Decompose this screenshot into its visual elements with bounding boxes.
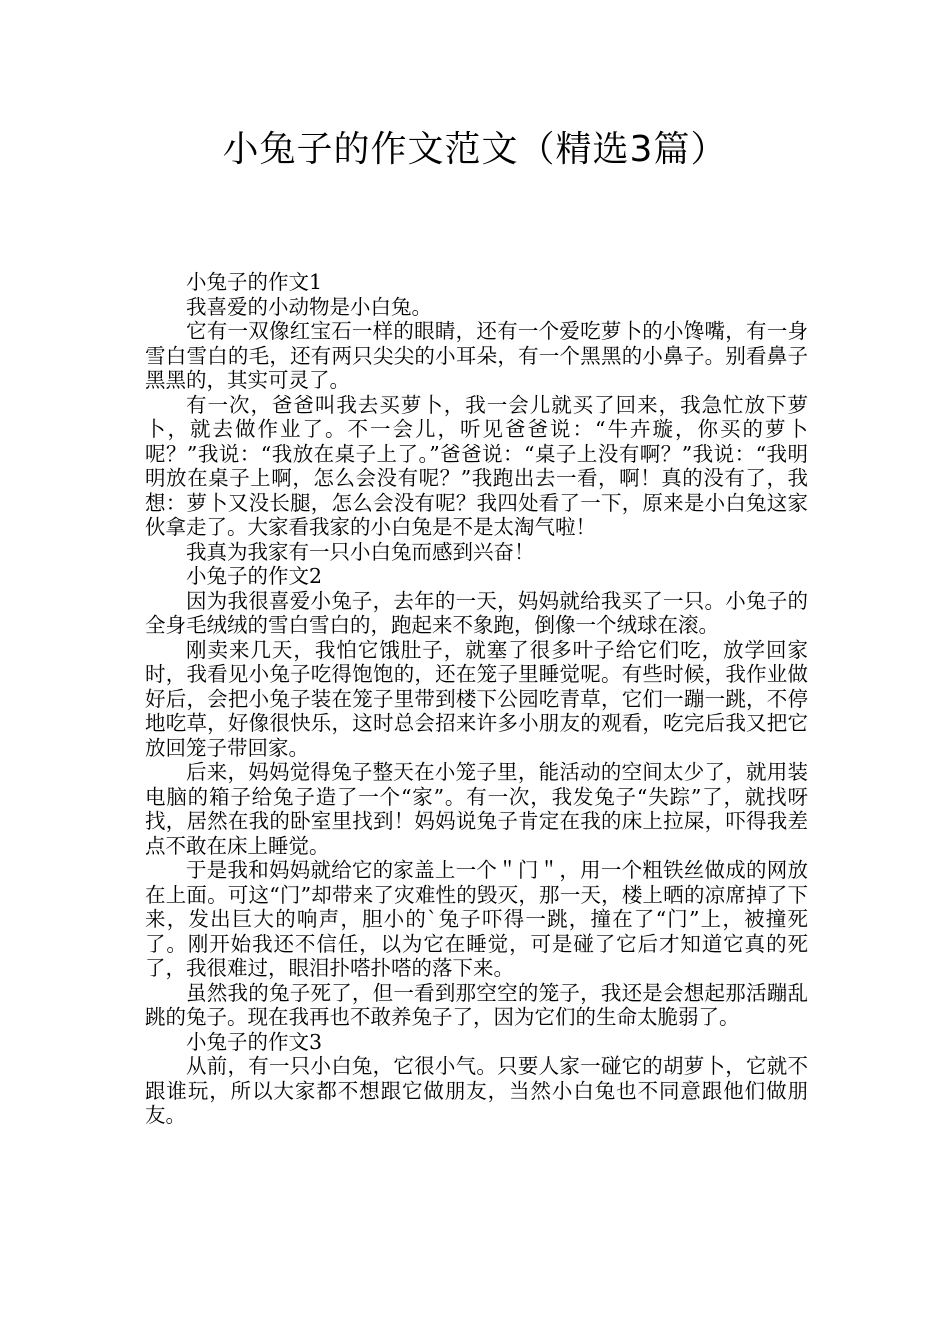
paragraph: 刚卖来几天，我怕它饿肚子，就塞了很多叶子给它们吃，放学回家时，我看见小兔子吃得饱饱的，还在笼子里睡觉呢。有些时候，我作业做好后，会把小兔子装在笼子里带到楼下公园吃青草，它们一蹦一跳，不停地吃草，好像很快乐，这时总会招来许多小朋友的观看，吃完后我又把它放回笼子带回家。	[145, 637, 808, 760]
essay-heading-1: 小兔子的作文1	[186, 270, 323, 294]
paragraph: 后来，妈妈觉得兔子整天在小笼子里，能活动的空间太少了，就用装电脑的箱子给兔子造了一个“家”。有一次，我发兔子“失踪”了，就找呀找，居然在我的卧室里找到！妈妈说兔子肯定在我的床上拉屎，吓得我差点不敢在床上睡觉。	[145, 760, 808, 858]
paragraph: 有一次，爸爸叫我去买萝卜，我一会儿就买了回来，我急忙放下萝卜，就去做作业了。不一会儿，听见爸爸说：“牛卉璇，你买的萝卜呢？”我说：“我放在桌子上了。”爸爸说：“桌子上没有啊？”我说：“我明明放在桌子上啊，怎么会没有呢？”我跑出去一看，啊！真的没有了，我想：萝卜又没长腿，怎么会没有呢？我四处看了一下，原来是小白兔这家伙拿走了。大家看我家的小白兔是不是太淘气啦！	[145, 392, 808, 539]
paragraph: 我真为我家有一只小白兔而感到兴奋！	[186, 539, 535, 564]
document-body	[145, 270, 808, 1128]
essay-heading-3: 小兔子的作文3	[186, 1029, 323, 1054]
document-title: 小兔子的作文范文（精选3篇）	[222, 129, 728, 170]
paragraph: 因为我很喜爱小兔子，去年的一天，妈妈就给我买了一只。小兔子的全身毛绒绒的雪白雪白的，跑起来不象跑，倒像一个绒球在滚。	[145, 588, 808, 637]
essay-heading-2: 小兔子的作文2	[186, 564, 323, 588]
paragraph: 于是我和妈妈就给它的家盖上一个＂门＂，用一个粗铁丝做成的网放在上面。可这“门”却带来了灾难性的毁灭，那一天，楼上晒的凉席掉了下来，发出巨大的响声，胆小的`兔子吓得一跳，撞在了“门”上，被撞死了。刚开始我还不信任，以为它在睡觉，可是碰了它后才知道它真的死了，我很难过，眼泪扑嗒扑嗒的落下来。	[145, 858, 808, 980]
paragraph: 虽然我的兔子死了，但一看到那空空的笼子，我还是会想起那活蹦乱跳的兔子。现在我再也不敢养兔子了，因为它们的生命太脆弱了。	[145, 980, 808, 1029]
paragraph: 从前，有一只小白兔，它很小气。只要人家一碰它的胡萝卜，它就不跟谁玩，所以大家都不想跟它做朋友，当然小白兔也不同意跟他们做朋友。	[145, 1054, 808, 1127]
paragraph: 它有一双像红宝石一样的眼睛，还有一个爱吃萝卜的小馋嘴，有一身雪白雪白的毛，还有两只尖尖的小耳朵，有一个黑黑的小鼻子。别看鼻子黑黑的，其实可灵了。	[145, 319, 808, 392]
paragraph: 我喜爱的小动物是小白兔。	[186, 294, 432, 319]
